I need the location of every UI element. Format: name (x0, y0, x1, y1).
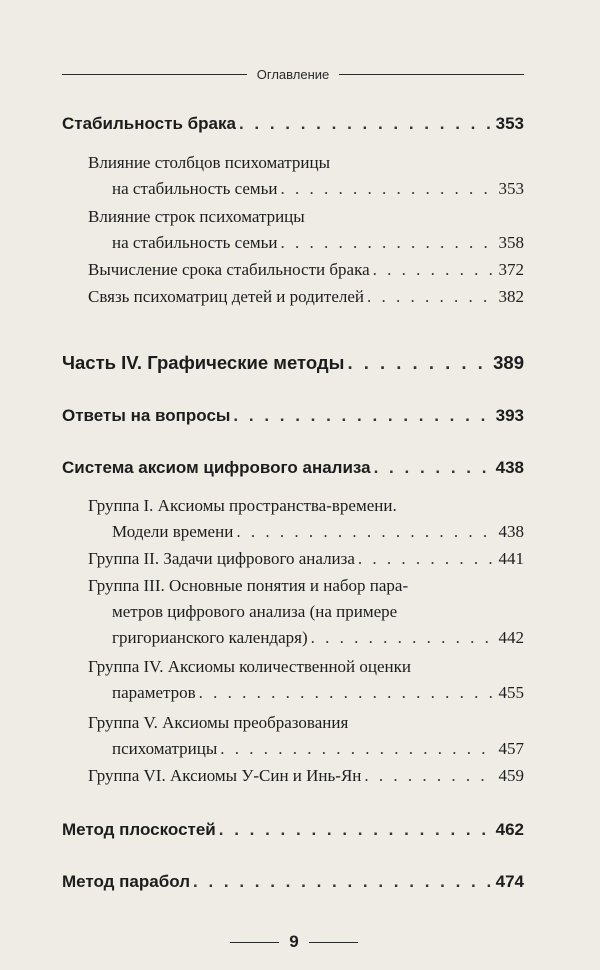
toc-entry[interactable] (62, 406, 524, 426)
toc-entry[interactable] (112, 739, 524, 759)
toc-entry-page: 455 (498, 683, 524, 702)
toc-entry[interactable] (112, 628, 524, 648)
leader-dots (233, 406, 492, 426)
leader-dots (373, 260, 496, 280)
header-title: Оглавление (256, 66, 330, 82)
toc-entry-title: Метод плоскостей (62, 820, 216, 839)
toc-entry-title: Группа II. Задачи цифрового анализа (88, 549, 355, 568)
leader-dots (311, 628, 496, 648)
leader-dots (367, 287, 495, 307)
toc-entry[interactable] (88, 766, 524, 786)
toc-entry-page: 459 (498, 766, 524, 785)
toc-entry-page: 353 (495, 114, 524, 133)
toc-entry[interactable] (62, 872, 524, 892)
toc-entry-title-line2: метров цифрового анализа (на примере (112, 602, 398, 621)
toc-entry-page: 438 (498, 522, 524, 541)
leader-dots (281, 233, 496, 253)
toc-entry[interactable] (112, 179, 524, 199)
toc-entry-title[interactable]: Группа III. Основные понятия и набор пара- (88, 576, 409, 595)
toc-entry-title: Ответы на вопросы (62, 406, 231, 425)
toc-entry-title: Стабильность брака (62, 114, 236, 133)
toc-entry-title[interactable]: Влияние строк психоматрицы (88, 207, 305, 226)
leader-dots (220, 739, 495, 759)
toc-entry[interactable] (88, 549, 524, 569)
leader-dots (199, 683, 496, 703)
toc-entry-page: 438 (495, 458, 524, 477)
header-rule-right (339, 74, 524, 75)
page-footer (230, 930, 358, 954)
footer-rule-right (309, 942, 358, 943)
toc-entry[interactable] (112, 522, 524, 542)
toc-entry-page: 372 (498, 260, 524, 279)
toc-entry-title[interactable]: Группа I. Аксиомы пространства-времени. (88, 496, 397, 515)
leader-dots (219, 820, 493, 840)
toc-entry-title: Группа VI. Аксиомы У-Син и Инь-Ян (88, 766, 362, 785)
leader-dots (236, 522, 495, 542)
leader-dots (358, 549, 496, 569)
leader-dots (193, 872, 493, 892)
toc-entry-page: 393 (495, 406, 524, 425)
toc-entry-title: Метод парабол (62, 872, 190, 891)
toc-entry[interactable] (62, 820, 524, 840)
toc-entry-title-cont: на стабильность семьи (112, 233, 278, 252)
toc-entry-title: Вычисление срока стабильности брака (88, 260, 370, 279)
toc-entry[interactable] (62, 458, 524, 478)
toc-entry-title: Часть IV. Графические методы (62, 352, 345, 373)
toc-entry-title: Связь психоматриц детей и родителей (88, 287, 365, 306)
header-rule-left (62, 74, 247, 75)
toc-entry-title: Система аксиом цифрового анализа (62, 458, 371, 477)
toc-entry[interactable] (112, 683, 524, 703)
toc-entry-title-cont: параметров (112, 683, 196, 702)
toc-entry-page: 389 (493, 352, 524, 373)
toc-entry-title[interactable]: Группа V. Аксиомы преобразования (88, 713, 349, 732)
toc-entry-title-cont: психоматрицы (112, 739, 218, 758)
toc-entry-title[interactable]: Влияние столбцов психоматрицы (88, 153, 331, 172)
footer-rule-left (230, 942, 279, 943)
toc-entry[interactable] (112, 233, 524, 253)
toc-entry-page: 442 (498, 628, 524, 647)
page-number: 9 (289, 932, 299, 951)
leader-dots (364, 766, 495, 786)
leader-dots (347, 352, 490, 374)
leader-dots (374, 458, 493, 478)
toc-entry-title-cont: григорианского календаря) (112, 628, 308, 647)
toc-entry-page: 441 (498, 549, 524, 568)
toc-entry-page: 462 (495, 820, 524, 839)
toc-entry-title-cont: на стабильность семьи (112, 179, 278, 198)
toc-entry-title-cont: Модели времени (112, 522, 234, 541)
toc-entry[interactable] (88, 260, 524, 280)
running-header (62, 62, 524, 86)
leader-dots (239, 114, 493, 134)
toc-entry-page: 457 (498, 739, 524, 758)
toc-entry-page: 474 (495, 872, 524, 891)
leader-dots (281, 179, 496, 199)
toc-entry-page: 382 (498, 287, 524, 306)
toc-entry-page: 353 (498, 179, 524, 198)
toc-entry-title[interactable]: Группа IV. Аксиомы количественной оценки (88, 657, 411, 676)
toc-entry-page: 358 (498, 233, 524, 252)
toc-entry[interactable] (62, 114, 524, 134)
toc-entry-part[interactable] (62, 352, 524, 374)
toc-entry[interactable] (88, 287, 524, 307)
